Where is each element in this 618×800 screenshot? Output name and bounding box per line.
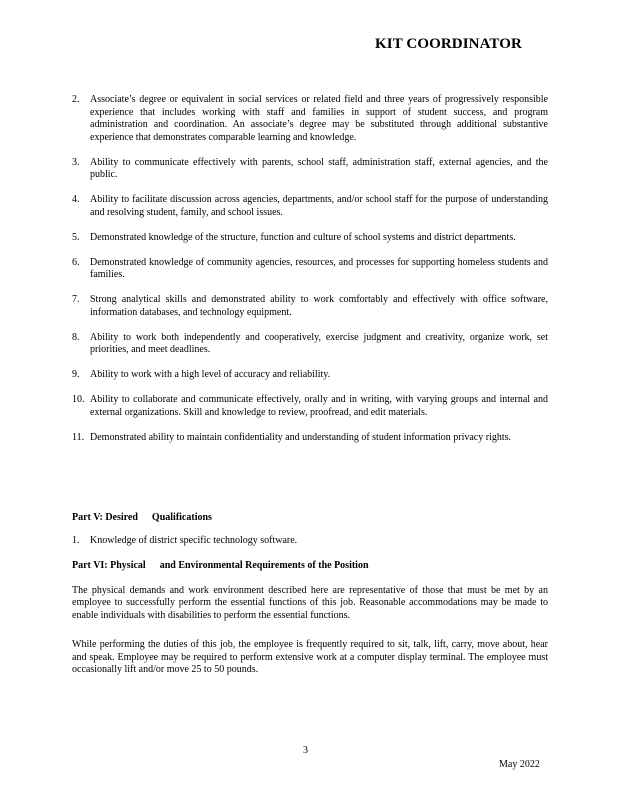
part-vi-section [72, 560, 548, 677]
paragraph: The physical demands and work environment described here are representative of those that must be met by an employee to successfully perform the essential functions of this job. Reasonable accommodations may be made to enable individuals with disabilities to perform the essential functions. [72, 584, 548, 621]
section-title: and Environmental Requirements of the Position [159, 560, 369, 571]
item-text: Ability to communicate effectively with parents, school staff, administration staff, external agencies, and the public. [90, 156, 548, 180]
item-number: 5. [72, 231, 80, 243]
list-item [72, 394, 548, 419]
item-text: Strong analytical skills and demonstrated ability to work comfortably and effectively with office software, information databases, and technology equipment. [90, 294, 548, 318]
list-item [72, 232, 548, 245]
item-text: Ability to work with a high level of accuracy and reliability. [90, 369, 331, 380]
item-text: Ability to work both independently and cooperatively, exercise judgment and creativity, organize work, set priorities, and meet deadlines. [90, 331, 548, 355]
item-number: 4. [72, 194, 80, 205]
list-item [72, 257, 548, 282]
item-text: Knowledge of district specific technology software. [90, 534, 298, 546]
item-text: Ability to collaborate and communicate effectively, orally and in writing, with varying groups and internal and external organizations. Skill and knowledge to review, proofread, and edit materials. [90, 394, 548, 418]
list-item [72, 194, 548, 219]
item-number: 6. [72, 256, 80, 268]
item-number: 11. [72, 431, 85, 443]
requirements-list [72, 94, 548, 457]
section-label: Part VI: Physical [72, 560, 146, 571]
list-item [72, 432, 548, 445]
item-text: Associate’s degree or equivalent in social services or related field and three years of progressively responsible experience that includes working with staff and families in support of student success, and program administration and coordination. An associate’s degree may be substituted through additional substantive experience that demonstrates comparable learning and knowledge. [90, 94, 548, 143]
item-text: Demonstrated knowledge of community agencies, resources, and processes for supporting homeless students and families. [90, 256, 548, 280]
item-text: Ability to facilitate discussion across agencies, departments, and/or school staff for the purpose of understanding and resolving student, family, and school issues. [90, 194, 548, 218]
section-label: Part V: Desired [72, 512, 138, 523]
page-number: 3 [303, 745, 308, 756]
list-item [72, 94, 548, 144]
item-number: 3. [72, 156, 80, 168]
section-heading [72, 560, 548, 573]
item-number: 9. [72, 369, 80, 380]
item-text: Demonstrated ability to maintain confidentiality and understanding of student information privacy rights. [90, 431, 512, 443]
list-item [72, 535, 548, 548]
item-number: 8. [72, 331, 80, 343]
list-item [72, 157, 548, 182]
item-number: 2. [72, 94, 80, 105]
footer-date: May 2022 [499, 759, 540, 770]
list-item [72, 369, 548, 382]
item-number: 7. [72, 294, 80, 305]
item-number: 1. [72, 534, 80, 546]
part-v-section [72, 512, 548, 560]
section-heading [72, 512, 548, 525]
item-text: Demonstrated knowledge of the structure, function and culture of school systems and district departments. [90, 231, 516, 243]
section-title: Qualifications [151, 512, 212, 523]
paragraph: While performing the duties of this job, the employee is frequently required to sit, talk, lift, carry, move about, hear and speak. Employee may be required to perform extensive work at a computer display terminal. The employee must occasionally lift and/or move 25 to 50 pounds. [72, 639, 548, 675]
list-item [72, 294, 548, 319]
page-title: KIT COORDINATOR [375, 36, 522, 52]
list-item [72, 332, 548, 357]
item-number: 10. [72, 394, 85, 405]
